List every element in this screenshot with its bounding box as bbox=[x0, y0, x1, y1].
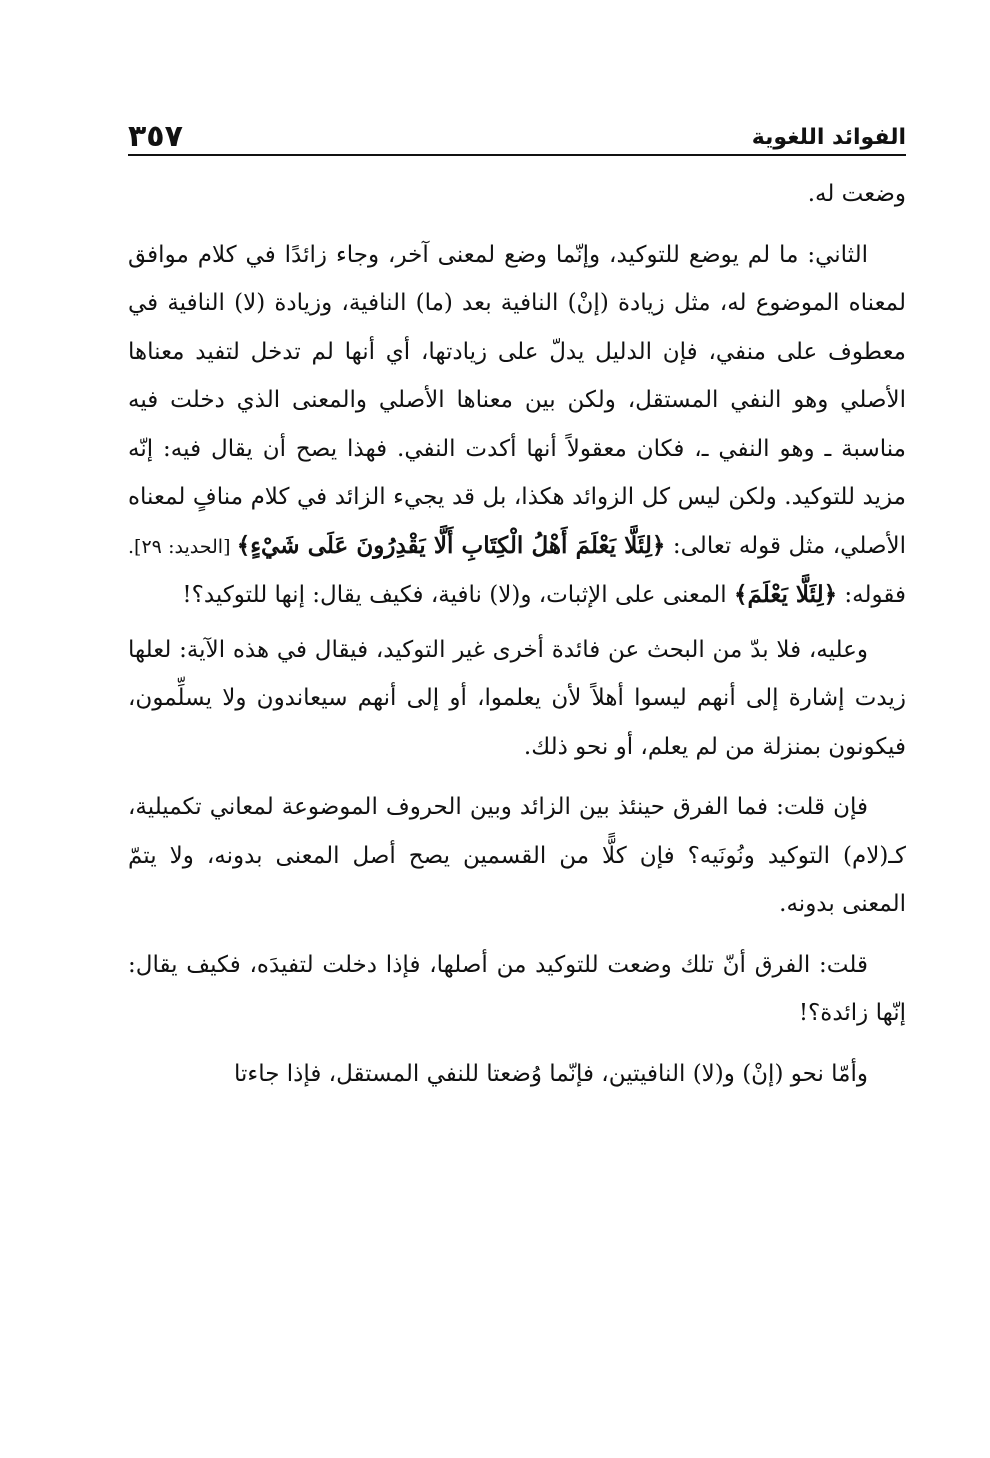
paragraph-text: فقوله: bbox=[837, 582, 906, 608]
paragraph-final: وأمّا نحو (إنْ) و(لا) النافيتين، فإنّما وُضعتا للنفي المستقل، فإذا جاءتا bbox=[233, 1060, 868, 1087]
paragraph-text: المعنى على الإثبات، و(لا) نافية، فكيف يقال: إنها للتوكيد؟! bbox=[182, 582, 735, 608]
paragraph-answer: قلت: الفرق أنّ تلك وضعت للتوكيد من أصلها، فإذا دخلت لتفيدَه، فكيف يقال: إنّها زائدة؟! bbox=[128, 951, 906, 1026]
running-title: الفوائد اللغوية bbox=[751, 125, 906, 150]
paragraph-second-type bbox=[128, 231, 906, 620]
paragraph-question: فإن قلت: فما الفرق حينئذ بين الزائد وبين الحروف الموضوعة لمعاني تكميلية، كـ(لام) التوكيد ونُونَيه؟ فإن كلًّا من القسمين يصح أصل المعنى بدونه، ولا يتمّ المعنى بدونه. bbox=[128, 794, 906, 917]
book-page bbox=[128, 108, 906, 1110]
paragraph-consequence: وعليه، فلا بدّ من البحث عن فائدة أخرى غير التوكيد، فيقال في هذه الآية: لعلها زيدت إشارة إلى أنهم ليسوا أهلاً لأن يعلموا، أو إلى أنهم سيعاندون ولا يسلِّمون، فيكونون بمنزلة من لم يعلم، أو نحو ذلك. bbox=[128, 636, 906, 760]
quran-verse: ﴿لِئَلَّا يَعْلَمَ أَهْلُ الْكِتَابِ أَلَّا يَقْدِرُونَ عَلَى شَيْءٍ﴾ bbox=[236, 531, 666, 559]
page-header bbox=[128, 108, 906, 156]
paragraph-continuation: وضعت له. bbox=[807, 181, 906, 207]
verse-reference: [الحديد: ٢٩]. bbox=[128, 535, 237, 558]
page-number: ٣٥٧ bbox=[128, 119, 183, 154]
body-text bbox=[128, 170, 906, 1098]
paragraph-text: الثاني: ما لم يوضع للتوكيد، وإنّما وضع لمعنى آخر، وجاء زائدًا في كلام موافق لمعناه الموضوع له، مثل زيادة (إنْ) النافية بعد (ما) النافية، وزيادة (لا) النافية في معطوف على منفي، فإن الدليل يدلّ على زيادتها، أي أنها لم تدخل لتفيد معناها الأصلي وهو النفي المستقل، ولكن بين معناها الأصلي والمعنى الذي دخلت فيه مناسبة ـ وهو النفي ـ، فكان معقولاً أنها أكدت النفي. فهذا يصح أن يقال فيه: إنّه مزيد للتوكيد. ولكن ليس كل الزوائد هكذا، بل قد يجيء الزائد في كلام منافٍ لمعناه الأصلي، مثل قوله تعالى: bbox=[128, 241, 906, 559]
quran-verse-excerpt: ﴿لِئَلَّا يَعْلَمَ﴾ bbox=[734, 581, 838, 608]
